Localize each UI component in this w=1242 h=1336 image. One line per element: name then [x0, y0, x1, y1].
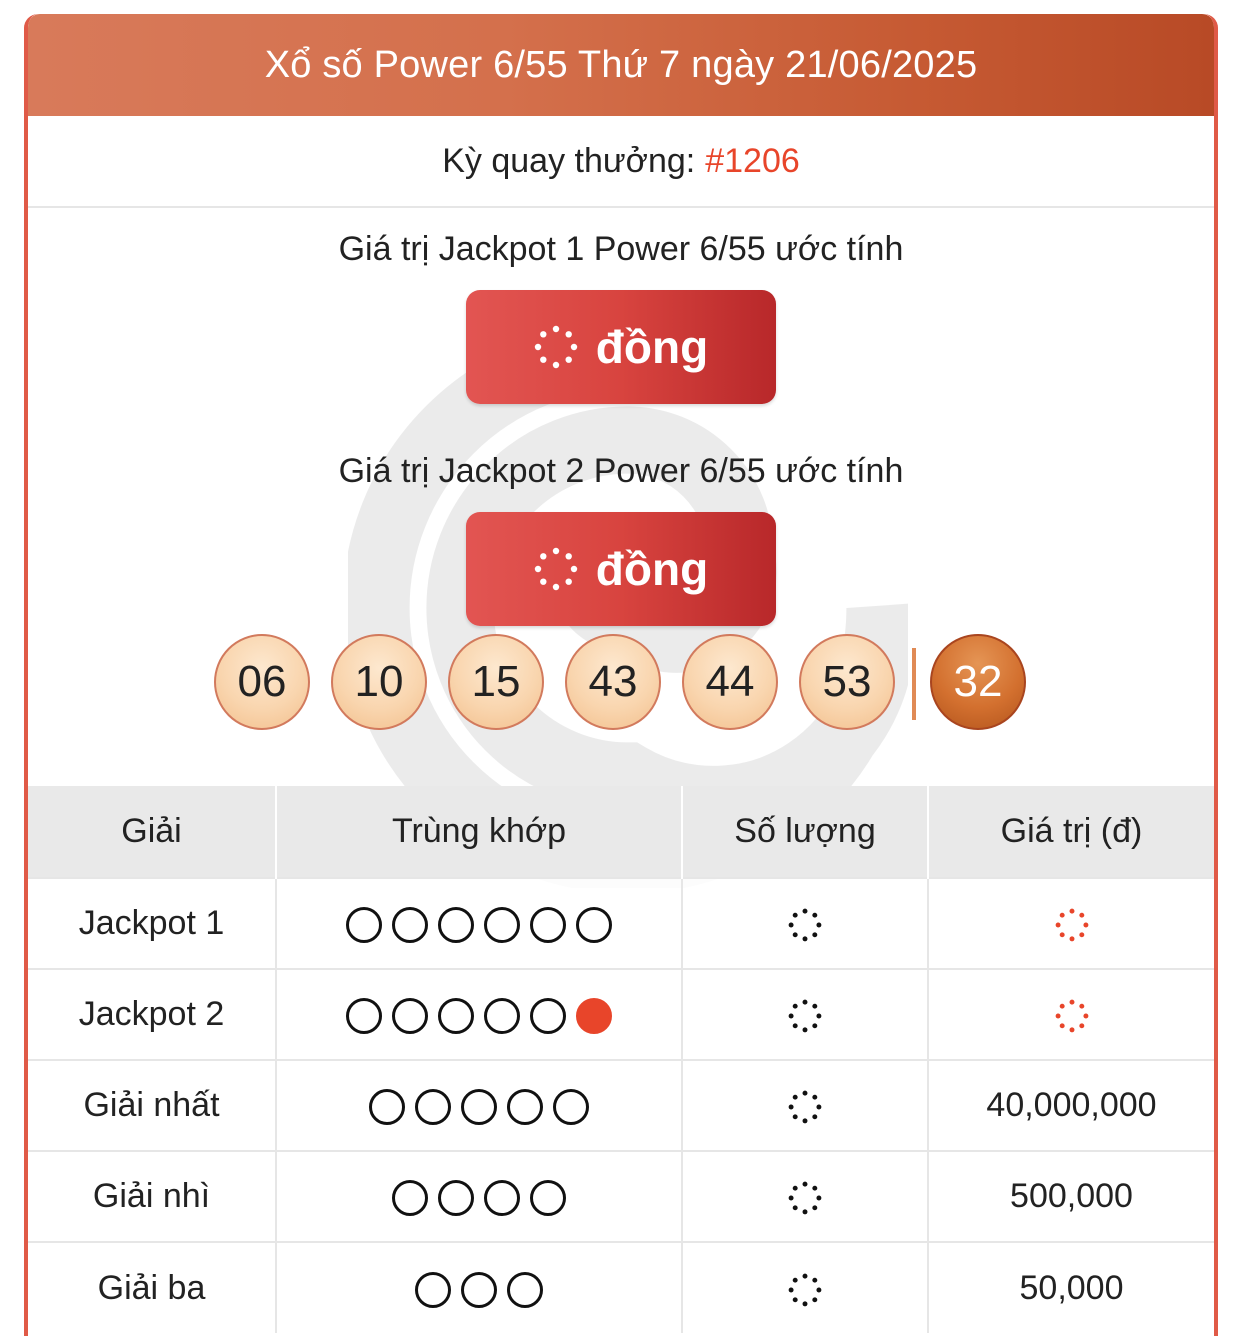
match-circle-icon: [530, 1180, 566, 1216]
match-pattern: [276, 1060, 682, 1151]
loading-spinner-icon: [788, 1181, 822, 1215]
number-ball: 06: [214, 634, 310, 730]
match-circle-icon: [530, 998, 566, 1034]
loading-spinner-icon: [1055, 908, 1089, 942]
match-circle-icon: [346, 907, 382, 943]
match-circle-icon: [346, 998, 382, 1034]
match-circle-icon: [415, 1089, 451, 1125]
match-circle-icon: [576, 907, 612, 943]
draw-code[interactable]: #1206: [705, 141, 800, 180]
match-circle-icon: [553, 1089, 589, 1125]
prize-name: Jackpot 1: [28, 878, 276, 969]
draw-number-row: [28, 116, 1214, 208]
number-ball: 53: [799, 634, 895, 730]
match-circle-icon: [530, 907, 566, 943]
col-header-match: Trùng khớp: [276, 786, 682, 878]
power-match-dot-icon: [576, 998, 612, 1034]
match-pattern: [276, 1151, 682, 1242]
prize-table: [28, 786, 1214, 1333]
prize-name: Giải ba: [28, 1242, 276, 1333]
power-ball: 32: [930, 634, 1026, 730]
number-ball: 43: [565, 634, 661, 730]
match-circle-icon: [484, 998, 520, 1034]
match-circle-icon: [507, 1089, 543, 1125]
prize-value: 50,000: [928, 1242, 1214, 1333]
winning-numbers: [28, 634, 1214, 734]
jackpot2-unit: đồng: [595, 543, 709, 595]
jackpot1-title: Giá trị Jackpot 1 Power 6/55 ước tính: [338, 230, 904, 268]
table-row: [28, 1242, 1214, 1333]
loading-spinner-icon: [1055, 999, 1089, 1033]
match-circle-icon: [461, 1089, 497, 1125]
col-header-count: Số lượng: [682, 786, 928, 878]
match-circle-icon: [392, 998, 428, 1034]
loading-spinner-icon: [534, 325, 578, 369]
number-ball: 44: [682, 634, 778, 730]
prize-name: Jackpot 2: [28, 969, 276, 1060]
match-pattern: [276, 1242, 682, 1333]
table-header-row: [28, 786, 1214, 878]
loading-spinner-icon: [788, 1090, 822, 1124]
result-header: [28, 14, 1214, 116]
winner-count: [682, 1151, 928, 1242]
prize-value: 40,000,000: [928, 1060, 1214, 1151]
number-ball: 10: [331, 634, 427, 730]
jackpot2-value-box: [466, 512, 776, 626]
match-circle-icon: [415, 1272, 451, 1308]
match-circle-icon: [484, 1180, 520, 1216]
jackpot2-title: Giá trị Jackpot 2 Power 6/55 ước tính: [338, 452, 904, 490]
match-circle-icon: [392, 907, 428, 943]
prize-value: [928, 969, 1214, 1060]
winner-count: [682, 969, 928, 1060]
loading-spinner-icon: [788, 999, 822, 1033]
winner-count: [682, 878, 928, 969]
jackpot-section: [28, 208, 1214, 788]
table-row: [28, 1151, 1214, 1242]
jackpot1-value-box: [466, 290, 776, 404]
prize-value: 500,000: [928, 1151, 1214, 1242]
prize-value: [928, 878, 1214, 969]
match-pattern: [276, 969, 682, 1060]
match-circle-icon: [369, 1089, 405, 1125]
loading-spinner-icon: [534, 547, 578, 591]
jackpot1-unit: đồng: [595, 321, 709, 373]
table-row: [28, 878, 1214, 969]
col-header-prize: Giải: [28, 786, 276, 878]
power-separator: [912, 648, 916, 720]
draw-label: Kỳ quay thưởng:: [442, 141, 696, 180]
loading-spinner-icon: [788, 1273, 822, 1307]
number-ball: 15: [448, 634, 544, 730]
prize-name: Giải nhì: [28, 1151, 276, 1242]
winner-count: [682, 1060, 928, 1151]
match-circle-icon: [461, 1272, 497, 1308]
match-circle-icon: [484, 907, 520, 943]
match-circle-icon: [438, 907, 474, 943]
winner-count: [682, 1242, 928, 1333]
table-row: [28, 1060, 1214, 1151]
match-pattern: [276, 878, 682, 969]
prize-name: Giải nhất: [28, 1060, 276, 1151]
match-circle-icon: [392, 1180, 428, 1216]
lottery-result-card: [24, 14, 1218, 1336]
result-title: Xổ số Power 6/55 Thứ 7 ngày 21/06/2025: [264, 43, 978, 86]
loading-spinner-icon: [788, 908, 822, 942]
match-circle-icon: [438, 1180, 474, 1216]
match-circle-icon: [438, 998, 474, 1034]
col-header-value: Giá trị (đ): [928, 786, 1214, 878]
match-circle-icon: [507, 1272, 543, 1308]
table-row: [28, 969, 1214, 1060]
